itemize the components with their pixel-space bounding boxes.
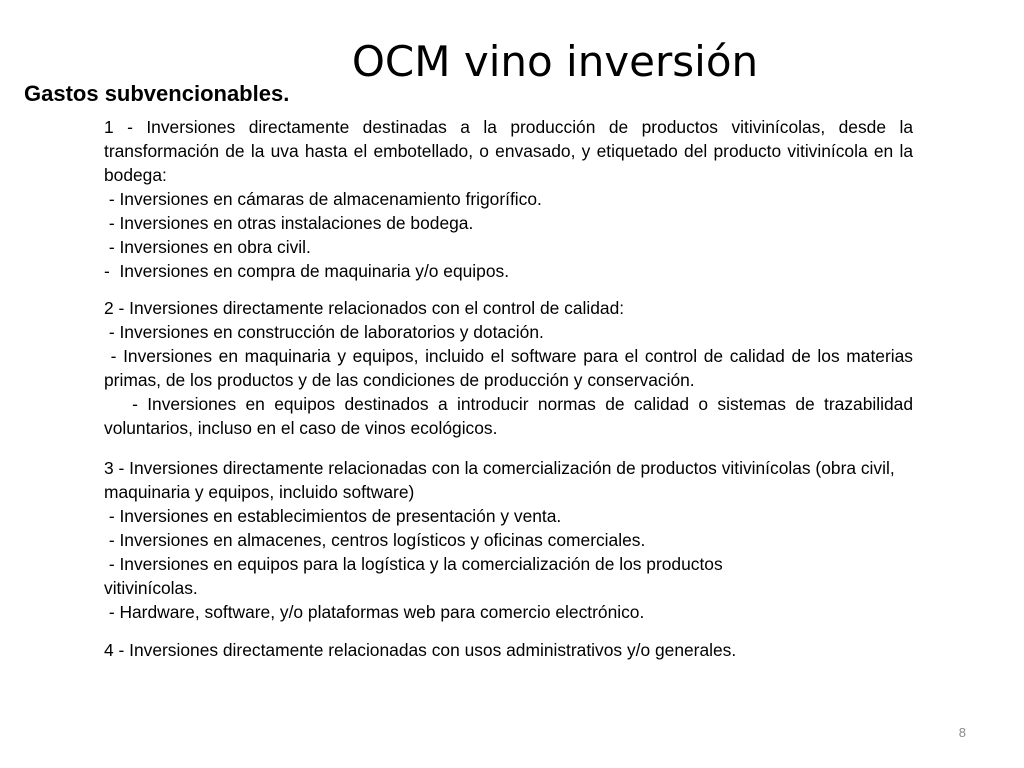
section-3 — [104, 456, 913, 624]
list-item: - Inversiones en construcción de laboratorios y dotación. — [104, 322, 544, 342]
slide-title: OCM vino inversión — [351, 37, 759, 86]
section-heading: 1 - Inversiones directamente destinadas a la producción de productos vitivinícolas, desde la transformación de la uva hasta el embotellado, o envasado, y etiquetado del producto vitivinícola en la bodega: — [104, 117, 913, 185]
section-2 — [104, 296, 918, 440]
section-heading: 2 - Inversiones directamente relacionados con el control de calidad: — [104, 298, 625, 318]
list-item: - Inversiones en establecimientos de presentación y venta. — [104, 506, 562, 526]
section-spacer — [104, 283, 913, 296]
list-item: - Inversiones en compra de maquinaria y/o equipos. — [104, 261, 510, 281]
section-spacer — [104, 440, 913, 456]
list-item: - Inversiones en cámaras de almacenamiento frigorífico. — [104, 189, 542, 209]
list-item: - Hardware, software, y/o plataformas web para comercio electrónico. — [104, 602, 645, 622]
list-item: - Inversiones en otras instalaciones de bodega. — [104, 213, 474, 233]
list-item: - Inversiones en maquinaria y equipos, incluido el software para el control de calidad de los materias primas, de los productos y de las condiciones de producción y conservación. — [104, 346, 918, 390]
list-item: - Inversiones en obra civil. — [104, 237, 311, 257]
page-number: 8 — [958, 725, 966, 740]
section-spacer — [104, 624, 913, 638]
section-heading: 4 - Inversiones directamente relacionadas con usos administrativos y/o generales. — [104, 640, 737, 660]
section-4 — [104, 638, 913, 662]
list-item: - Inversiones en almacenes, centros logísticos y oficinas comerciales. — [104, 530, 646, 550]
slide-body — [104, 115, 918, 662]
list-item: - Inversiones en equipos para la logística y la comercialización de los productos vitivinícolas. — [104, 554, 728, 598]
section-1 — [104, 115, 913, 283]
list-item: - Inversiones en equipos destinados a introducir normas de calidad o sistemas de trazabilidad voluntarios, incluso en el caso de vinos ecológicos. — [104, 394, 918, 438]
slide-subtitle: Gastos subvencionables. — [24, 81, 290, 106]
section-heading: 3 - Inversiones directamente relacionadas con la comercialización de productos vitivinícolas (obra civil, maquinaria y equipos, incluido software) — [104, 458, 895, 502]
